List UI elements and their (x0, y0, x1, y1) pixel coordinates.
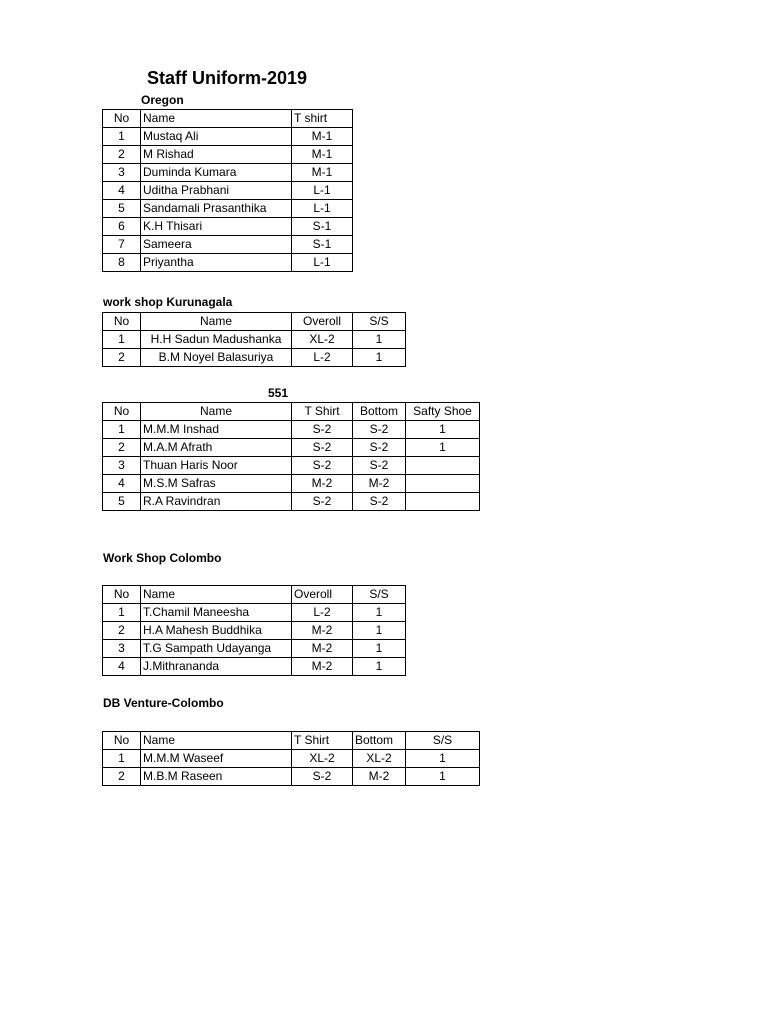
column-header: Name (141, 403, 292, 421)
section-label-kurunagala: work shop Kurunagala (103, 295, 233, 309)
table-cell (406, 475, 480, 493)
table-cell: T.G Sampath Udayanga (141, 640, 292, 658)
column-header: No (103, 732, 141, 750)
table-row (103, 421, 480, 439)
column-header: S/S (353, 313, 406, 331)
column-header: Bottom (353, 732, 406, 750)
table-cell: M-2 (292, 622, 353, 640)
table-cell: 3 (103, 640, 141, 658)
table-row (103, 128, 353, 146)
table-cell: 5 (103, 493, 141, 511)
table-header-row (103, 732, 480, 750)
table-cell: S-2 (292, 457, 353, 475)
table-cell: 6 (103, 218, 141, 236)
table-row (103, 493, 480, 511)
table-row (103, 218, 353, 236)
table-row (103, 146, 353, 164)
table-row (103, 236, 353, 254)
table-cell: 3 (103, 164, 141, 182)
table-cell: M-2 (292, 658, 353, 676)
table-cell: M-2 (353, 768, 406, 786)
table-cell: L-1 (292, 200, 353, 218)
table-cell: 1 (353, 640, 406, 658)
table-cell: M.A.M Afrath (141, 439, 292, 457)
table-cell: M.M.M Inshad (141, 421, 292, 439)
table-cell: Mustaq Ali (141, 128, 292, 146)
table-cell: 1 (103, 750, 141, 768)
table-cell: 2 (103, 146, 141, 164)
column-header: Name (141, 313, 292, 331)
table-cell: 1 (406, 768, 480, 786)
table-cell: Sameera (141, 236, 292, 254)
table-cell: Thuan Haris Noor (141, 457, 292, 475)
table-row (103, 439, 480, 457)
page-title: Staff Uniform-2019 (147, 68, 308, 88)
column-header: S/S (353, 586, 406, 604)
table-cell: XL-2 (353, 750, 406, 768)
table-cell: 1 (353, 331, 406, 349)
table-cell: 7 (103, 236, 141, 254)
table-header-row (103, 586, 406, 604)
table-cell: 1 (353, 658, 406, 676)
table-cell: B.M Noyel Balasuriya (141, 349, 292, 367)
table-header-row (103, 403, 480, 421)
table-cell: M Rishad (141, 146, 292, 164)
table-row (103, 750, 480, 768)
table-cell: M-2 (353, 475, 406, 493)
table-cell: 8 (103, 254, 141, 272)
column-header: No (103, 586, 141, 604)
column-header: Name (141, 586, 292, 604)
section-label-colombo: Work Shop Colombo (103, 551, 222, 565)
table-cell: M-1 (292, 128, 353, 146)
table-kurunagala (102, 312, 406, 367)
table-cell: H.H Sadun Madushanka (141, 331, 292, 349)
column-header: T shirt (292, 110, 353, 128)
table-cell: S-2 (353, 439, 406, 457)
table-cell: M-2 (292, 640, 353, 658)
table-cell (406, 457, 480, 475)
table-cell: H.A Mahesh Buddhika (141, 622, 292, 640)
table-row (103, 349, 406, 367)
table-cell: M.M.M Waseef (141, 750, 292, 768)
table-row (103, 457, 480, 475)
section-label-oregon: Oregon (141, 93, 184, 107)
column-header: T Shirt (292, 403, 353, 421)
table-cell: M.B.M Raseen (141, 768, 292, 786)
table-cell: 5 (103, 200, 141, 218)
table-cell: XL-2 (292, 750, 353, 768)
column-header: Name (141, 732, 292, 750)
table-cell: M-1 (292, 164, 353, 182)
column-header: Overoll (292, 586, 353, 604)
table-row (103, 164, 353, 182)
table-cell: L-2 (292, 349, 353, 367)
table-cell: 1 (103, 421, 141, 439)
table-row (103, 768, 480, 786)
table-cell: 1 (103, 604, 141, 622)
column-header: T Shirt (292, 732, 353, 750)
table-row (103, 254, 353, 272)
table-row (103, 658, 406, 676)
column-header: Safty Shoe (406, 403, 480, 421)
column-header: S/S (406, 732, 480, 750)
table-cell: L-1 (292, 182, 353, 200)
table-header-row (103, 313, 406, 331)
table-cell: S-2 (353, 493, 406, 511)
table-cell: 2 (103, 349, 141, 367)
table-row (103, 331, 406, 349)
table-oregon (102, 109, 353, 272)
table-row (103, 182, 353, 200)
table-cell: S-2 (353, 457, 406, 475)
table-cell (406, 493, 480, 511)
table-cell: M.S.M Safras (141, 475, 292, 493)
table-row (103, 604, 406, 622)
table-cell: Sandamali Prasanthika (141, 200, 292, 218)
table-cell: XL-2 (292, 331, 353, 349)
table-cell: S-2 (353, 421, 406, 439)
column-header: No (103, 313, 141, 331)
table-551 (102, 402, 480, 511)
section-label-dbventure: DB Venture-Colombo (103, 696, 224, 710)
table-cell: 1 (353, 349, 406, 367)
table-cell: Priyantha (141, 254, 292, 272)
table-cell: L-1 (292, 254, 353, 272)
table-cell: 1 (406, 439, 480, 457)
table-cell: 1 (353, 622, 406, 640)
column-header: Overoll (292, 313, 353, 331)
table-row (103, 475, 480, 493)
table-colombo (102, 585, 406, 676)
table-cell: 1 (103, 331, 141, 349)
table-dbventure (102, 731, 480, 786)
table-cell: S-1 (292, 218, 353, 236)
table-cell: L-2 (292, 604, 353, 622)
table-cell: 2 (103, 768, 141, 786)
table-header-row (103, 110, 353, 128)
table-row (103, 640, 406, 658)
table-cell: 4 (103, 182, 141, 200)
table-cell: T.Chamil Maneesha (141, 604, 292, 622)
table-cell: S-2 (292, 768, 353, 786)
table-cell: 1 (353, 604, 406, 622)
table-cell: K.H Thisari (141, 218, 292, 236)
column-header: Name (141, 110, 292, 128)
table-cell: 4 (103, 475, 141, 493)
table-cell: S-1 (292, 236, 353, 254)
table-cell: M-1 (292, 146, 353, 164)
table-cell: 2 (103, 439, 141, 457)
table-cell: M-2 (292, 475, 353, 493)
table-cell: 1 (406, 750, 480, 768)
column-header: No (103, 110, 141, 128)
table-cell: 4 (103, 658, 141, 676)
table-cell: S-2 (292, 493, 353, 511)
table-row (103, 200, 353, 218)
table-cell: S-2 (292, 421, 353, 439)
table-cell: S-2 (292, 439, 353, 457)
table-cell: 1 (103, 128, 141, 146)
table-cell: 2 (103, 622, 141, 640)
table-cell: Uditha Prabhani (141, 182, 292, 200)
table-cell: Duminda Kumara (141, 164, 292, 182)
table-row (103, 622, 406, 640)
table-cell: R.A Ravindran (141, 493, 292, 511)
column-header: No (103, 403, 141, 421)
column-header: Bottom (353, 403, 406, 421)
section-label-551: 551 (268, 386, 289, 400)
table-cell: 3 (103, 457, 141, 475)
table-cell: 1 (406, 421, 480, 439)
table-cell: J.Mithrananda (141, 658, 292, 676)
